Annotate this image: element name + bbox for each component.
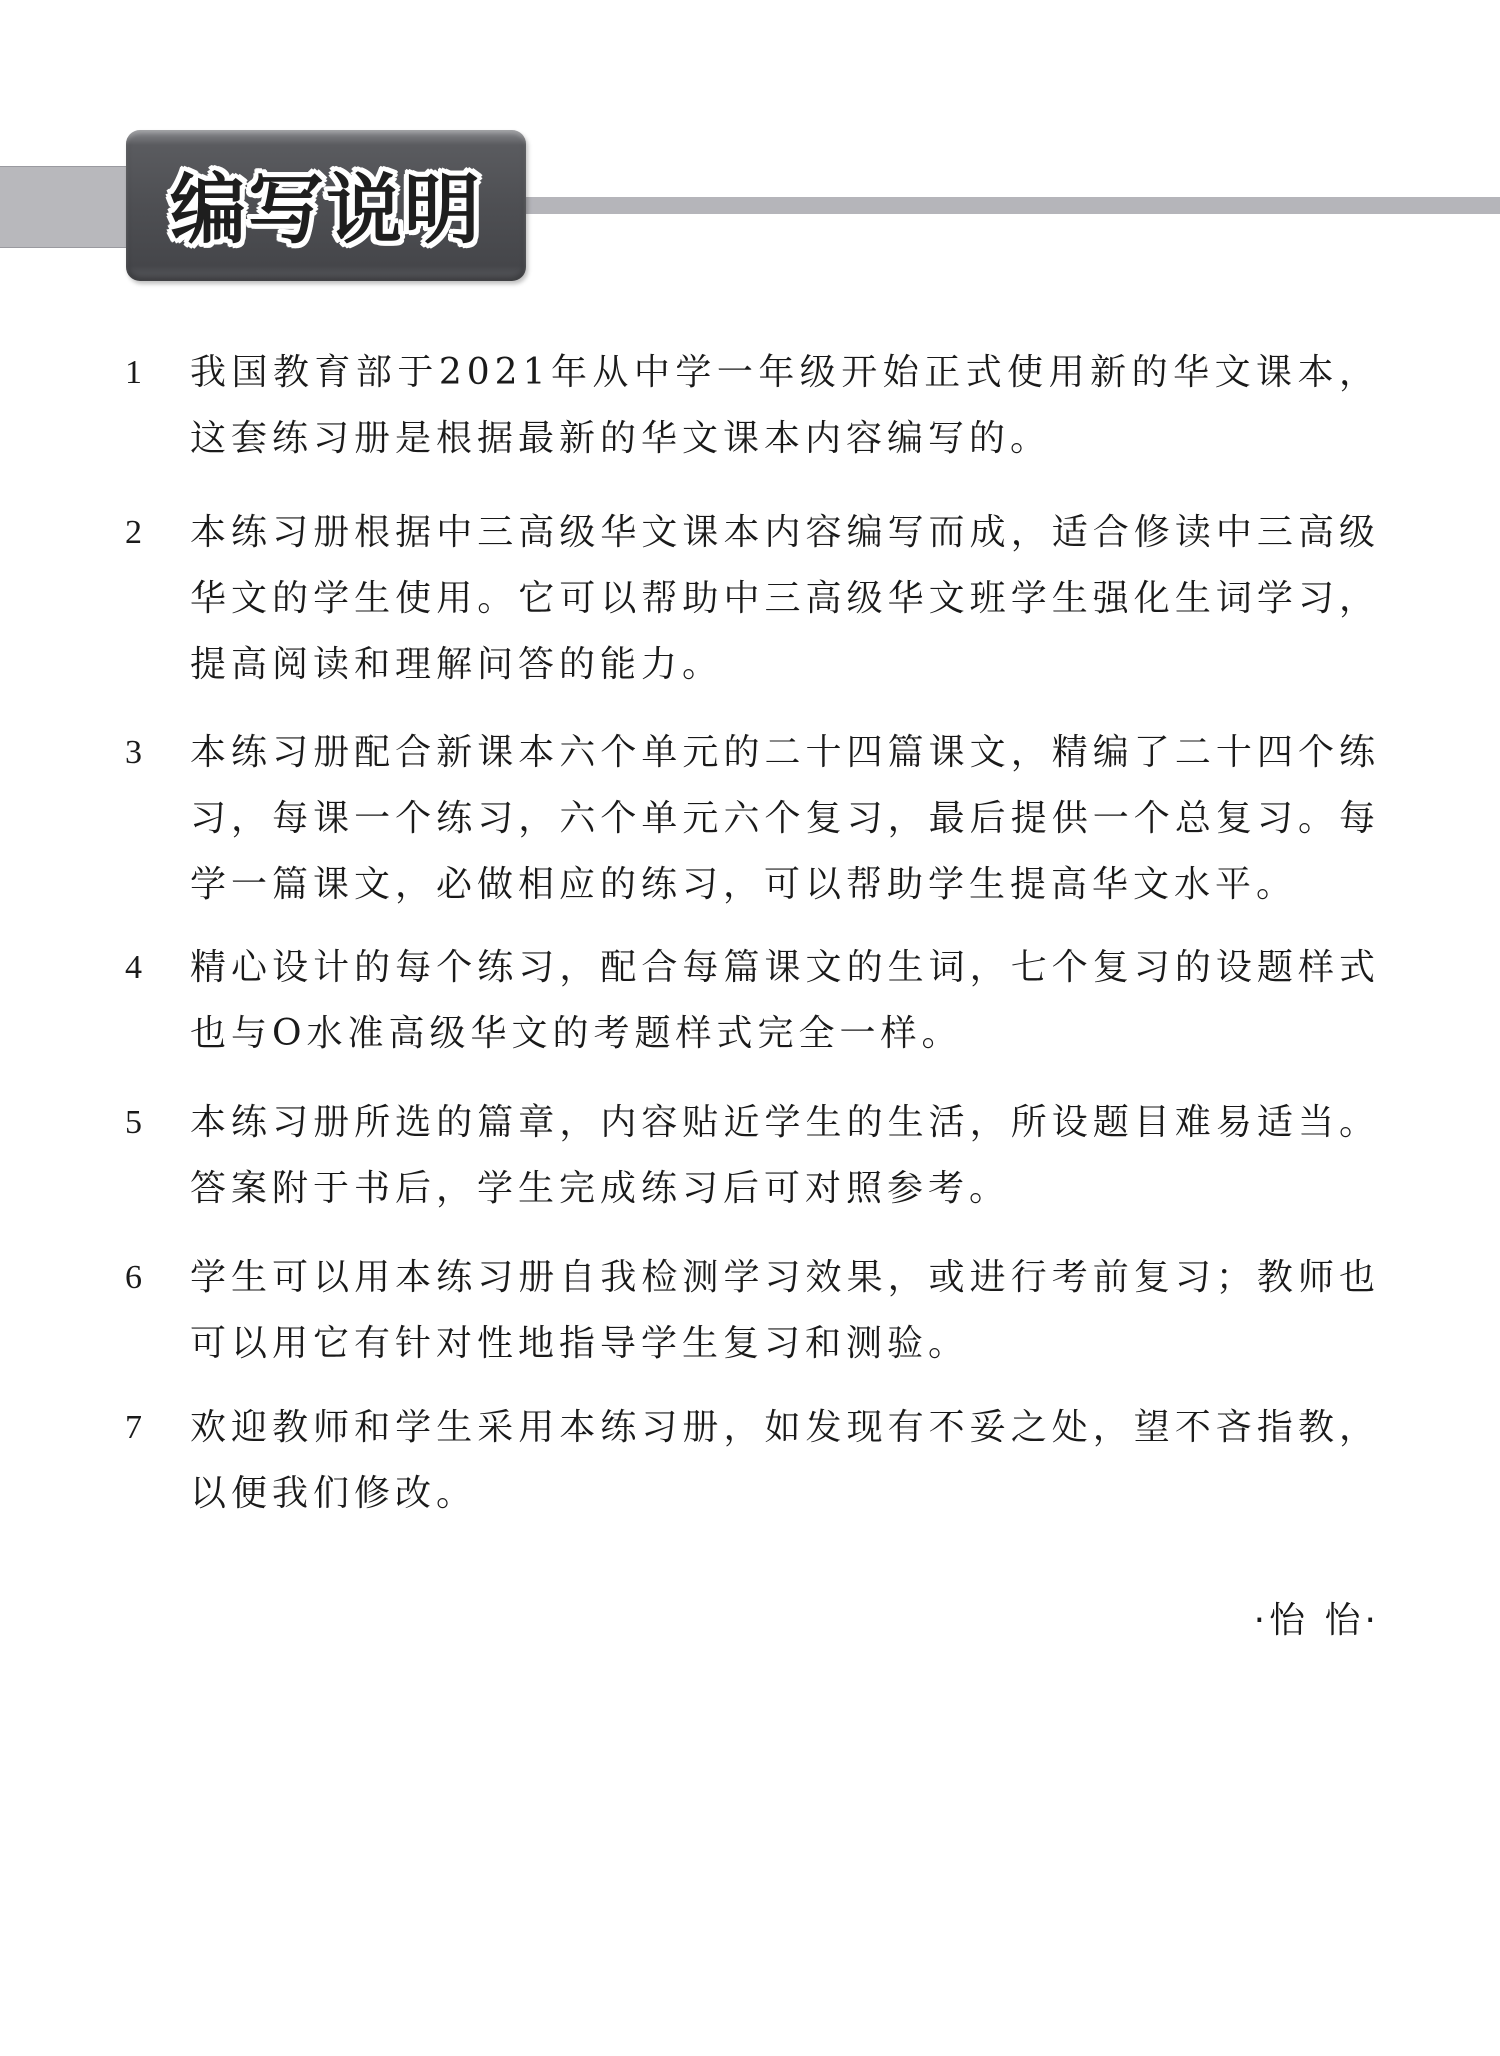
header-band-right bbox=[520, 197, 1500, 214]
page-title: 编写说明 bbox=[170, 165, 482, 254]
item-number: 3 bbox=[125, 734, 142, 771]
item-number: 1 bbox=[125, 354, 142, 391]
header-band-left bbox=[0, 166, 135, 248]
item-number: 4 bbox=[125, 949, 142, 986]
item-number: 2 bbox=[125, 514, 142, 551]
item-text: 学生可以用本练习册自我检测学习效果，或进行考前复习；教师也可以用它有针对性地指导学生复习和测验。 bbox=[190, 1257, 1380, 1364]
item-number: 5 bbox=[125, 1104, 142, 1141]
author-signature: ·怡 怡· bbox=[1253, 1600, 1380, 1641]
item-text: 本练习册根据中三高级华文课本内容编写而成，适合修读中三高级华文的学生使用。它可以帮助中三高级华文班学生强化生词学习，提高阅读和理解问答的能力。 bbox=[190, 512, 1380, 685]
item-number: 7 bbox=[125, 1409, 142, 1446]
item-number: 6 bbox=[125, 1259, 142, 1296]
item-text: 我国教育部于2021年从中学一年级开始正式使用新的华文课本，这套练习册是根据最新的华文课本内容编写的。 bbox=[190, 352, 1380, 459]
item-text: 精心设计的每个练习，配合每篇课文的生词，七个复习的设题样式也与O水准高级华文的考题样式完全一样。 bbox=[190, 947, 1380, 1054]
title-box bbox=[126, 130, 526, 281]
item-text: 本练习册所选的篇章，内容贴近学生的生活，所设题目难易适当。答案附于书后，学生完成练习后可对照参考。 bbox=[190, 1102, 1380, 1209]
item-text: 本练习册配合新课本六个单元的二十四篇课文，精编了二十四个练习，每课一个练习，六个单元六个复习，最后提供一个总复习。每学一篇课文，必做相应的练习，可以帮助学生提高华文水平。 bbox=[190, 732, 1380, 905]
item-text: 欢迎教师和学生采用本练习册，如发现有不妥之处，望不吝指教，以便我们修改。 bbox=[190, 1407, 1380, 1514]
